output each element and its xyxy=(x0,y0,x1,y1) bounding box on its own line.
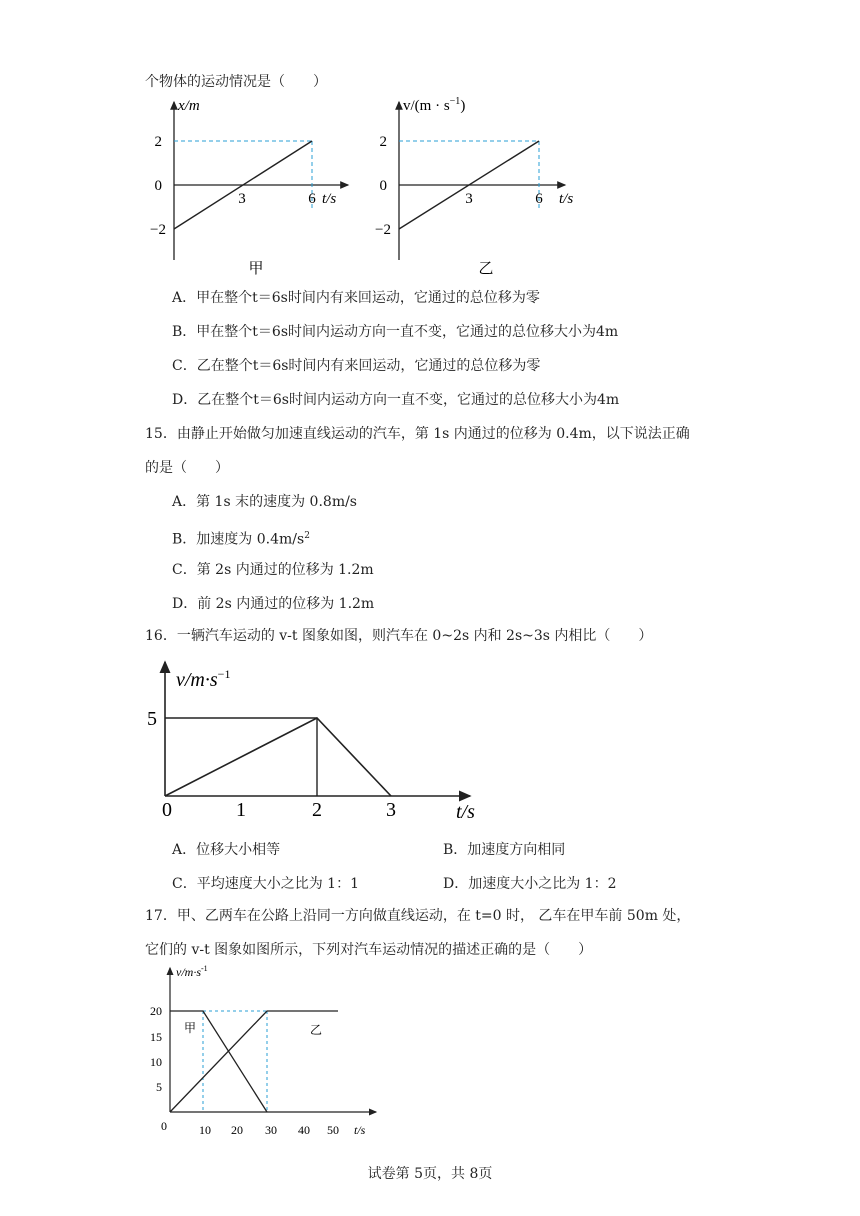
x-tick-3: 3 xyxy=(465,191,473,207)
q16-option-d: D．加速度大小之比为 1：2 xyxy=(443,876,617,892)
y-tick-neg2: −2 xyxy=(150,222,166,238)
x-tick-0: 0 xyxy=(162,799,172,821)
x-axis-label: t/s xyxy=(456,801,475,823)
x-tick-30: 30 xyxy=(265,1123,277,1137)
q14-graph-yi xyxy=(363,90,593,290)
graph-caption: 乙 xyxy=(478,261,494,277)
q15-option-a: A．第 1s 末的速度为 0.8m/s xyxy=(172,494,357,510)
x-tick-20: 20 xyxy=(231,1123,243,1137)
q17-graph xyxy=(140,962,390,1142)
q14-graph-jia xyxy=(140,90,360,290)
q15-stem-line2: 的是（ ） xyxy=(145,460,229,476)
x-tick-1: 1 xyxy=(236,799,246,821)
page-footer: 试卷第 5页，共 8页 xyxy=(367,1166,493,1182)
q16-graph xyxy=(140,650,480,830)
x-tick-40: 40 xyxy=(298,1123,310,1137)
q16-stem: 16．一辆汽车运动的 v-t 图象如图，则汽车在 0~2s 内和 2s~3s 内相比（ ） xyxy=(145,628,653,644)
y-tick-15: 15 xyxy=(150,1030,162,1044)
x-tick-2: 2 xyxy=(312,799,322,821)
jia-label: 甲 xyxy=(184,1021,197,1035)
q15-option-c: C．第 2s 内通过的位移为 1.2m xyxy=(172,562,374,578)
q15-option-b-text: B．加速度为 0.4m/s xyxy=(172,531,305,548)
x-axis-label: t/s xyxy=(559,191,574,207)
q14-option-d: D．乙在整个t＝6s时间内运动方向一直不变，它通过的总位移大小为4m xyxy=(172,392,620,408)
q17-stem-line2: 它们的 v-t 图象如图所示，下列对汽车运动情况的描述正确的是（ ） xyxy=(145,942,593,958)
y-tick-neg2: −2 xyxy=(375,222,391,238)
x-tick-0: 0 xyxy=(161,1119,167,1133)
y-tick-2: 2 xyxy=(154,134,162,150)
q17-stem-line1: 17．甲、乙两车在公路上沿同一方向做直线运动，在 t=0 时， 乙车在甲车前 50m 处， xyxy=(145,908,691,924)
y-tick-0: 0 xyxy=(154,178,162,194)
vt-line xyxy=(165,718,391,796)
x-axis-label: t/s xyxy=(354,1123,366,1137)
x-axis-label: t/s xyxy=(322,191,337,207)
q14-option-a: A．甲在整个t＝6s时间内有来回运动，它通过的总位移为零 xyxy=(172,290,540,306)
q15-option-b-sup: 2 xyxy=(304,531,310,541)
x-tick-6: 6 xyxy=(535,191,543,207)
y-tick-2: 2 xyxy=(379,134,387,150)
x-tick-6: 6 xyxy=(308,191,316,207)
q14-option-b: B．甲在整个t＝6s时间内运动方向一直不变，它通过的总位移大小为4m xyxy=(172,324,619,340)
q14-stem-tail: 个物体的运动情况是（ ） xyxy=(145,74,327,90)
x-tick-3: 3 xyxy=(238,191,246,207)
x-tick-3: 3 xyxy=(386,799,396,821)
y-axis-label: $v/m\cdot s^{-1}$ xyxy=(176,964,208,979)
q16-option-a: A．位移大小相等 xyxy=(172,842,281,858)
q15-option-b xyxy=(172,526,310,550)
yi-label: 乙 xyxy=(310,1023,323,1037)
x-tick-50: 50 xyxy=(327,1123,339,1137)
y-tick-5: 5 xyxy=(147,708,157,730)
q15-option-d: D．前 2s 内通过的位移为 1.2m xyxy=(172,596,375,612)
y-axis-label: $v/m\cdot s^{-1}$ xyxy=(176,667,231,691)
q16-option-c: C．平均速度大小之比为 1：1 xyxy=(172,876,359,892)
y-tick-0: 0 xyxy=(379,178,387,194)
q14-option-c: C．乙在整个t＝6s时间内有来回运动，它通过的总位移为零 xyxy=(172,358,541,374)
y-tick-10: 10 xyxy=(150,1055,162,1069)
y-tick-20: 20 xyxy=(150,1004,162,1018)
y-axis-label: $v/(m \cdot s^{-1})$ xyxy=(403,96,466,114)
y-tick-5: 5 xyxy=(156,1080,162,1094)
q16-option-b: B．加速度方向相同 xyxy=(443,842,566,858)
y-axis-label: x/m xyxy=(178,98,200,114)
q15-stem-line1: 15．由静止开始做匀加速直线运动的汽车，第 1s 内通过的位移为 0.4m，以下说法正确 xyxy=(145,426,690,442)
graph-caption: 甲 xyxy=(248,261,264,277)
x-tick-10: 10 xyxy=(199,1123,211,1137)
